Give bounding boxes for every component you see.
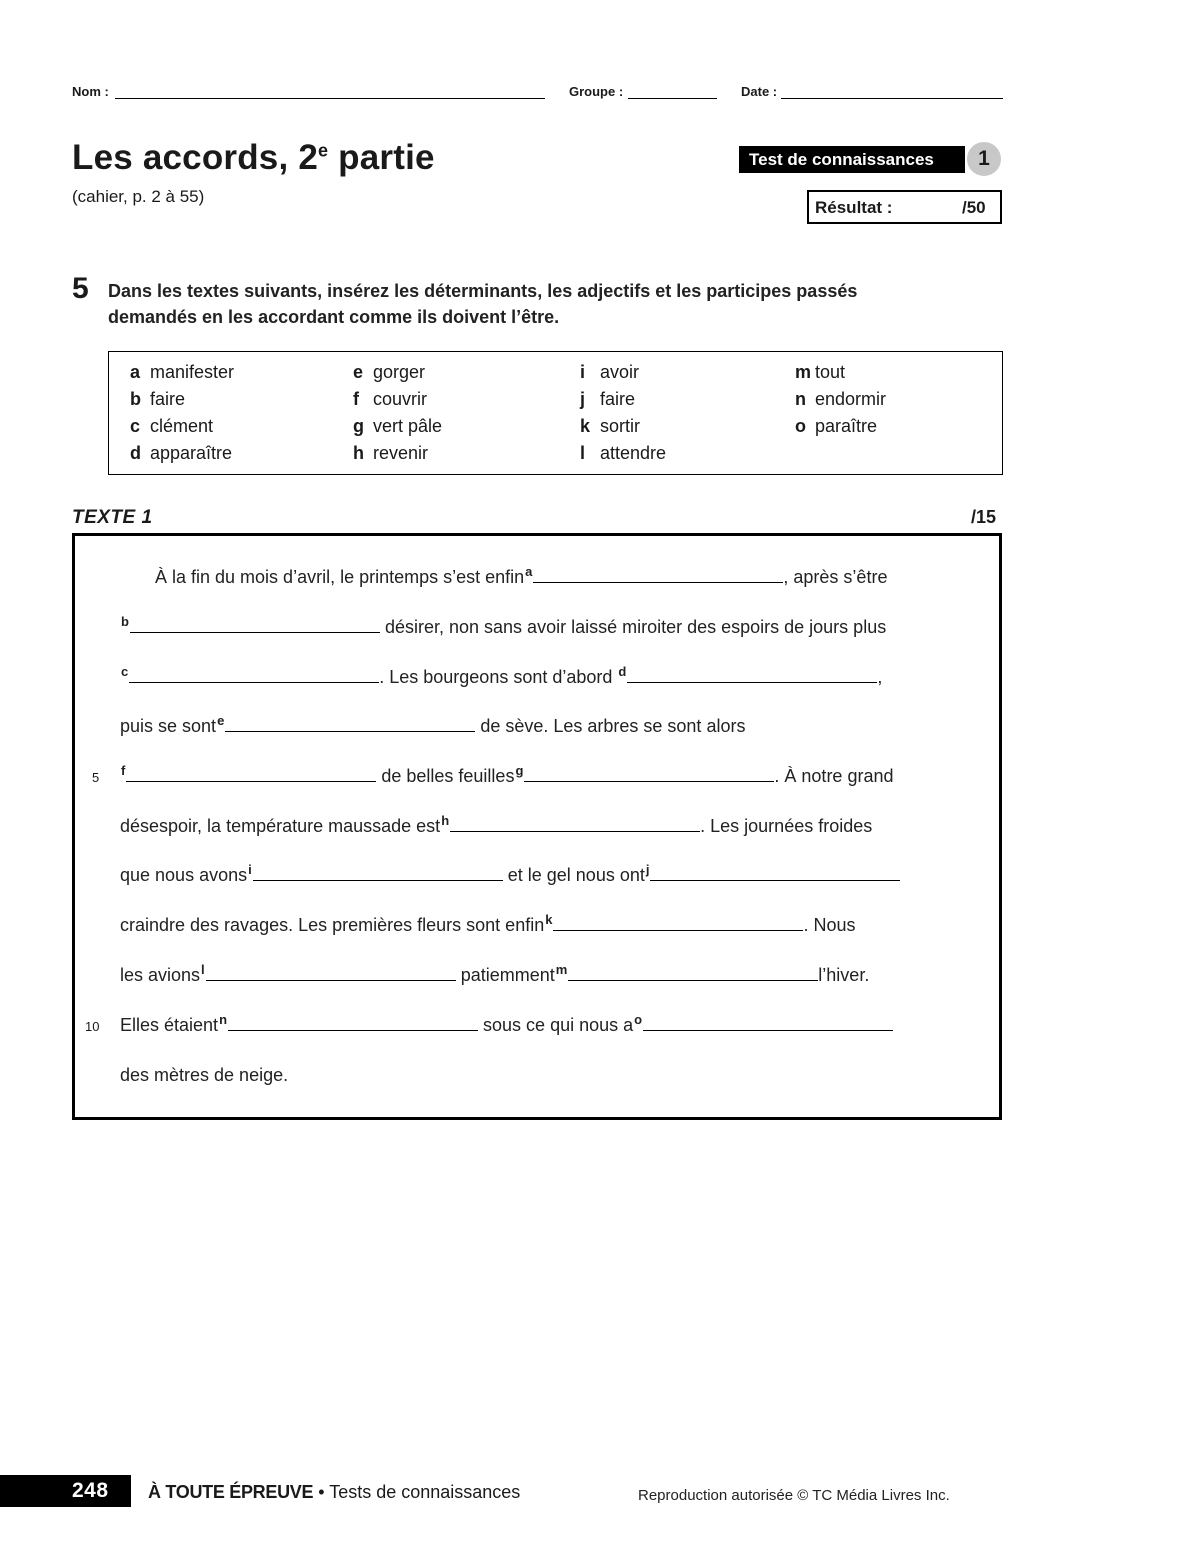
text-line-3: $^c$ . Les bourgeons sont d’abord $^d$ , [121,664,883,687]
blank-j[interactable] [650,865,900,881]
question-instructions: Dans les textes suivants, insérez les déterminants, les adjectifs et les participes passés demandés en les accordant comme ils doivent l’être. [108,281,858,327]
blank-i[interactable] [253,865,503,881]
word-list-item: o paraître [795,416,878,436]
blank-h[interactable] [450,816,700,832]
page-subtitle: (cahier, p. 2 à 55) [72,187,205,206]
group-field[interactable] [628,84,717,99]
blank-marker: m [555,962,568,977]
group-label: Groupe : [569,84,624,99]
word-list-box [108,351,1003,475]
text-line-6: désespoir, la température maussade est$^h$ . Les journées froides [120,813,873,836]
blank-e[interactable] [225,716,475,732]
word-list-item: d apparaître [130,443,233,463]
result-label: Résultat : [815,198,893,217]
blank-f[interactable] [126,766,376,782]
word-list-item: b faire [130,389,186,409]
blank-marker: h [441,813,450,828]
texte-score: /15 [971,507,997,527]
page-title: Les accords, 2e partie [72,138,435,177]
blank-marker: j [645,862,650,877]
word-list-item: e gorger [353,362,426,382]
blank-marker: n [219,1012,228,1027]
text-line-7: que nous avons$^i$ et le gel nous ont$^j$ [120,865,900,886]
blank-d[interactable] [627,667,877,683]
word-list-item: g vert pâle [353,416,443,436]
blank-g[interactable] [524,766,774,782]
blank-marker: k [545,912,553,927]
word-list-item: f couvrir [353,389,428,409]
blank-m[interactable] [568,965,818,981]
blank-b[interactable] [130,617,380,633]
blank-l[interactable] [206,965,456,981]
text-line-2: $^b$ désirer, non sans avoir laissé miroiter des espoirs de jours plus [121,614,887,637]
blank-k[interactable] [553,915,803,931]
word-list-item: a manifester [130,362,235,382]
blank-o[interactable] [643,1015,893,1031]
line-number-5: 5 [92,770,100,785]
name-field[interactable] [115,84,545,99]
word-list-item: c clément [130,416,214,436]
word-list-item: j faire [580,389,636,409]
page-number: 248 [72,1479,109,1502]
word-list-item: n endormir [795,389,887,409]
line-number-10: 10 [85,1019,100,1034]
test-badge: Test de connaissances [739,146,965,173]
blank-c[interactable] [129,667,379,683]
blank-marker: a [525,564,533,579]
text-line-4: puis se sont$^e$ de sève. Les arbres se sont alors [120,713,746,736]
text-line-8: craindre des ravages. Les premières fleurs sont enfin$^k$ . Nous [120,912,856,935]
blank-marker: c [121,664,129,679]
page-number-bar [0,1475,131,1507]
blank-marker: d [618,664,627,679]
text-line-11: des mètres de neige. [120,1065,289,1085]
blank-marker: i [248,862,252,877]
name-label: Nom : [72,84,109,99]
word-list-item: h revenir [353,443,429,463]
texte-label: TEXTE 1 [72,507,153,528]
blank-marker: b [121,614,129,629]
word-list-item: m tout [795,362,846,382]
footer-title: À TOUTE ÉPREUVE • Tests de connaissances [148,1482,521,1502]
blank-n[interactable] [228,1015,478,1031]
footer-copyright: Reproduction autorisée © TC Média Livres Inc. [638,1487,950,1504]
blank-marker: f [121,763,126,778]
date-label: Date : [741,84,778,99]
text-line-9: les avions$^l$ patiemment$^m$ l’hiver. [120,962,870,985]
blank-marker: l [201,962,205,977]
test-number: 1 [965,140,1003,178]
blank-marker: o [634,1012,643,1027]
question-number: 5 [72,272,89,305]
text-line-5: $^f$ de belles feuilles$^g$ . À notre grand [121,763,894,786]
date-field[interactable] [781,84,1003,99]
text-line-10: Elles étaient$^n$ sous ce qui nous $a^o$ [120,1015,893,1036]
word-list-item: k sortir [580,416,640,436]
word-list-item: i avoir [580,362,640,382]
text-line-1: À la fin du mois d’avril, le printemps s’est enfin$^a$ , après s’être [155,564,888,587]
blank-marker: g [515,763,524,778]
blank-a[interactable] [533,567,783,583]
word-list-item: l attendre [580,443,667,463]
blank-marker: e [217,713,225,728]
result-total: /50 [962,198,986,217]
